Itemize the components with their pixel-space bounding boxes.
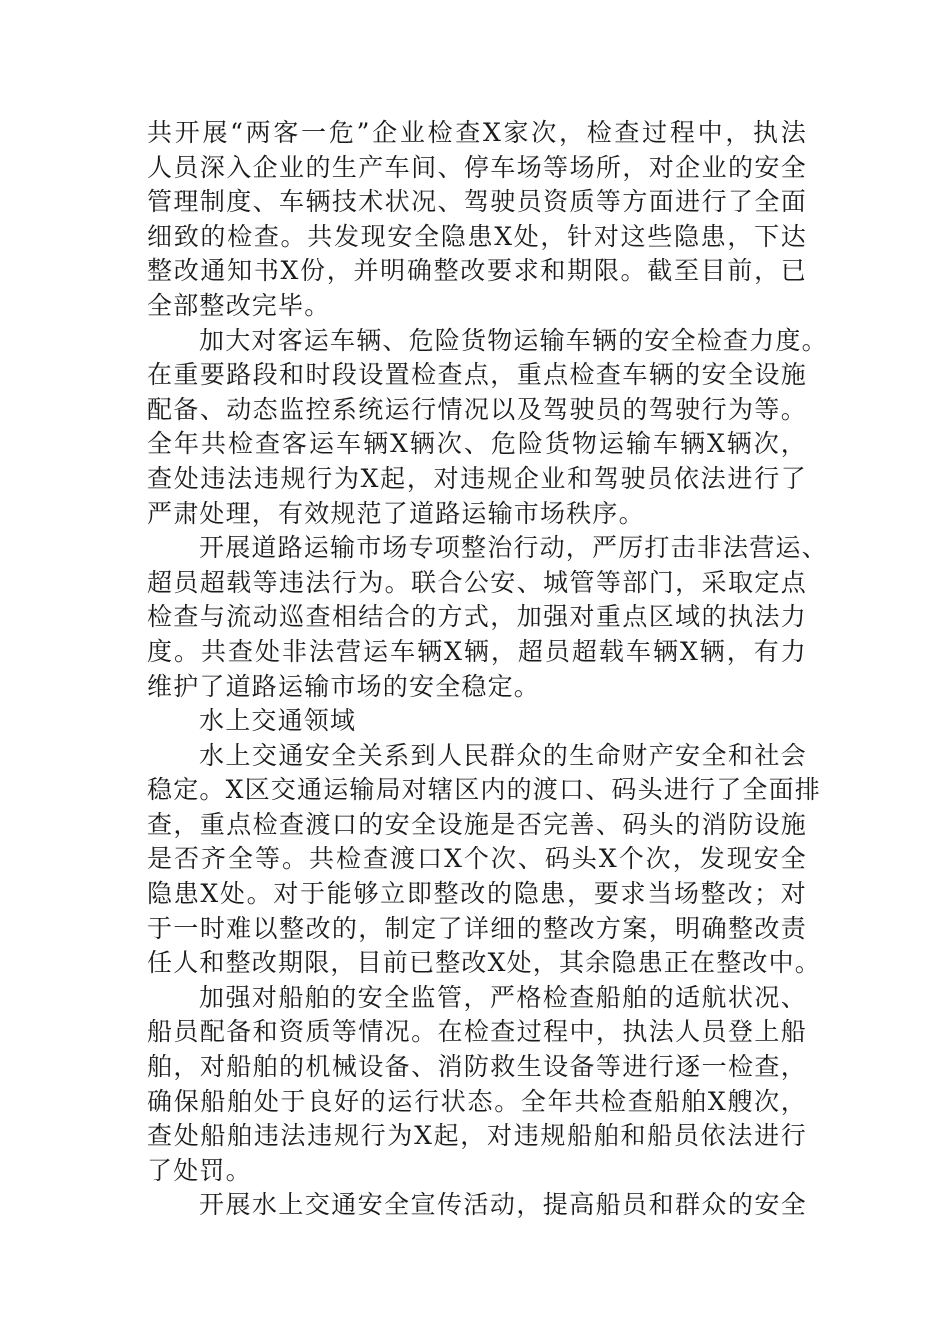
text-line: 于一时难以整改的，制定了详细的整改方案，明确整改责	[147, 913, 807, 943]
paragraph-market-rectification	[147, 531, 828, 704]
text-line: 共开展“两客一危”企业检查X家次，检查过程中，执法	[147, 118, 807, 147]
paragraph-inspection-summary	[147, 116, 807, 324]
section-heading: 水上交通领域	[199, 706, 357, 736]
text-line: 确保船舶处于良好的运行状态。全年共检查船舶X艘次，	[147, 1086, 807, 1116]
text-line: 了处罚。	[147, 1155, 252, 1185]
text-line: 整改通知书X份，并明确整改要求和期限。截至目前，已	[147, 256, 807, 286]
paragraph-ship-supervision	[147, 981, 807, 1189]
text-line: 稳定。X区交通运输局对辖区内的渡口、码头进行了全面排	[147, 775, 822, 805]
text-line: 隐患X处。对于能够立即整改的隐患，要求当场整改；对	[147, 879, 807, 909]
text-line: 全部整改完毕。	[147, 290, 331, 320]
text-line: 检查与流动巡查相结合的方式，加强对重点区域的执法力	[147, 602, 807, 632]
text-line: 超员超载等违法行为。联合公安、城管等部门，采取定点	[147, 567, 807, 597]
text-line: 查处违法违规行为X起，对违规企业和驾驶员依法进行了	[147, 463, 807, 493]
text-line: 开展水上交通安全宣传活动，提高船员和群众的安全	[199, 1190, 807, 1220]
text-line: 管理制度、车辆技术状况、驾驶员资质等方面进行了全面	[147, 187, 807, 217]
text-line: 任人和整改期限，目前已整改X处，其余隐患正在整改中。	[147, 948, 822, 978]
text-line: 是否齐全等。共检查渡口X个次、码头X个次，发现安全	[147, 844, 807, 874]
text-line: 查，重点检查渡口的安全设施是否完善、码头的消防设施	[147, 809, 807, 839]
text-line: 加强对船舶的安全监管，严格检查船舶的适航状况、	[199, 982, 807, 1012]
paragraph-safety-publicity	[147, 1188, 807, 1223]
text-line: 细致的检查。共发现安全隐患X处，针对这些隐患，下达	[147, 221, 807, 251]
text-line: 严肃处理，有效规范了道路运输市场秩序。	[147, 498, 645, 528]
text-line: 船员配备和资质等情况。在检查过程中，执法人员登上船	[147, 1017, 807, 1047]
text-line: 度。共查处非法营运车辆X辆，超员超载车辆X辆，有力	[147, 636, 807, 666]
text-line: 水上交通安全关系到人民群众的生命财产安全和社会	[199, 740, 807, 770]
paragraph-ferry-inspection	[147, 739, 822, 981]
text-line: 配备、动态监控系统运行情况以及驾驶员的驾驶行为等。	[147, 394, 807, 424]
text-line: 维护了道路运输市场的安全稳定。	[147, 671, 541, 701]
text-line: 查处船舶违法违规行为X起，对违规船舶和船员依法进行	[147, 1121, 807, 1151]
text-line: 开展道路运输市场专项整治行动，严厉打击非法营运、	[199, 533, 828, 563]
text-line: 加大对客运车辆、危险货物运输车辆的安全检查力度。	[199, 325, 828, 355]
text-line: 人员深入企业的生产车间、停车场等场所，对企业的安全	[147, 152, 807, 182]
text-line: 在重要路段和时段设置检查点，重点检查车辆的安全设施	[147, 360, 807, 390]
paragraph-vehicle-inspection	[147, 324, 828, 532]
section-heading-water-traffic	[147, 704, 807, 739]
body-text	[147, 116, 828, 1223]
text-line: 全年共检查客运车辆X辆次、危险货物运输车辆X辆次，	[147, 429, 807, 459]
text-line: 舶，对船舶的机械设备、消防救生设备等进行逐一检查，	[147, 1052, 807, 1082]
